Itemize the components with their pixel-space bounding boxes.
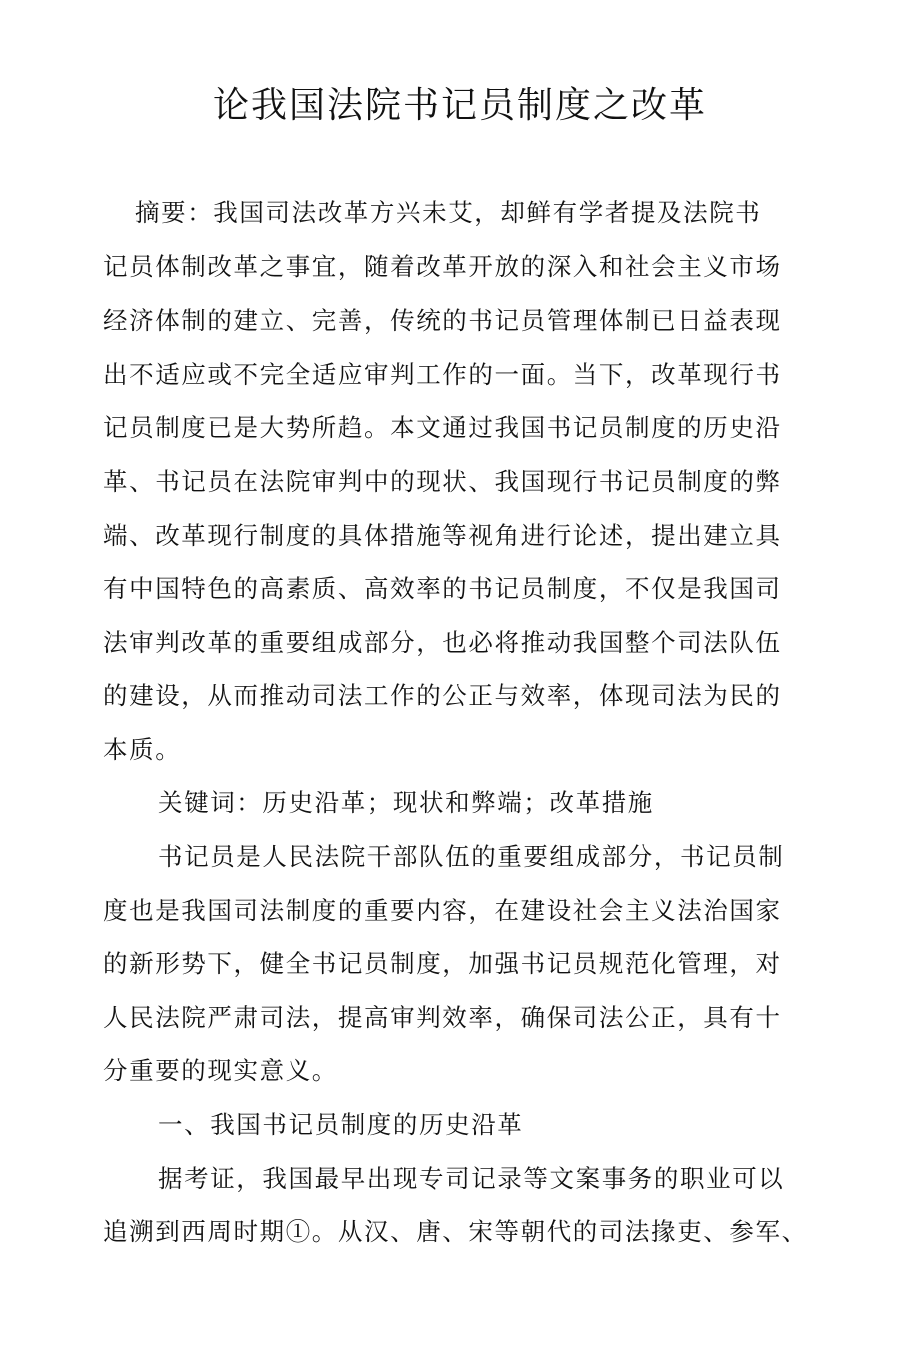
abstract-line: 记员体制改革之事宜，随着改革开放的深入和社会主义市场 — [103, 252, 782, 281]
abstract-line: 有中国特色的高素质、高效率的书记员制度，不仅是我国司 — [103, 574, 782, 603]
intro-line: 的新形势下，健全书记员制度，加强书记员规范化管理，对 — [103, 949, 782, 978]
intro-line: 人民法院严肃司法，提高审判效率，确保司法公正，具有十 — [103, 1003, 782, 1032]
section1-line: 追溯到西周时期①。从汉、唐、宋等朝代的司法掾吏、参军、 — [103, 1217, 808, 1246]
abstract-line: 法审判改革的重要组成部分，也必将推动我国整个司法队伍 — [103, 628, 782, 657]
document-title: 论我国法院书记员制度之改革 — [212, 85, 707, 126]
abstract-line: 经济体制的建立、完善，传统的书记员管理体制已日益表现 — [103, 306, 782, 335]
section-heading: 一、我国书记员制度的历史沿革 — [158, 1110, 524, 1139]
abstract-line: 出不适应或不完全适应审判工作的一面。当下，改革现行书 — [103, 360, 782, 389]
abstract-line: 革、书记员在法院审判中的现状、我国现行书记员制度的弊 — [103, 467, 782, 496]
abstract-line: 端、改革现行制度的具体措施等视角进行论述，提出建立具 — [103, 521, 782, 550]
keywords: 关键词：历史沿革；现状和弊端；改革措施 — [158, 788, 654, 817]
intro-line: 书记员是人民法院干部队伍的重要组成部分，书记员制 — [158, 842, 785, 871]
section1-line: 据考证，我国最早出现专司记录等文案事务的职业可以 — [158, 1164, 785, 1193]
intro-line: 分重要的现实意义。 — [103, 1056, 338, 1085]
abstract-line: 本质。 — [103, 735, 182, 764]
abstract-line: 的建设，从而推动司法工作的公正与效率，体现司法为民的 — [103, 681, 782, 710]
abstract-line: 摘要：我国司法改革方兴未艾，却鲜有学者提及法院书 — [135, 198, 762, 227]
abstract-line: 记员制度已是大势所趋。本文通过我国书记员制度的历史沿 — [103, 413, 782, 442]
intro-line: 度也是我国司法制度的重要内容，在建设社会主义法治国家 — [103, 896, 782, 925]
